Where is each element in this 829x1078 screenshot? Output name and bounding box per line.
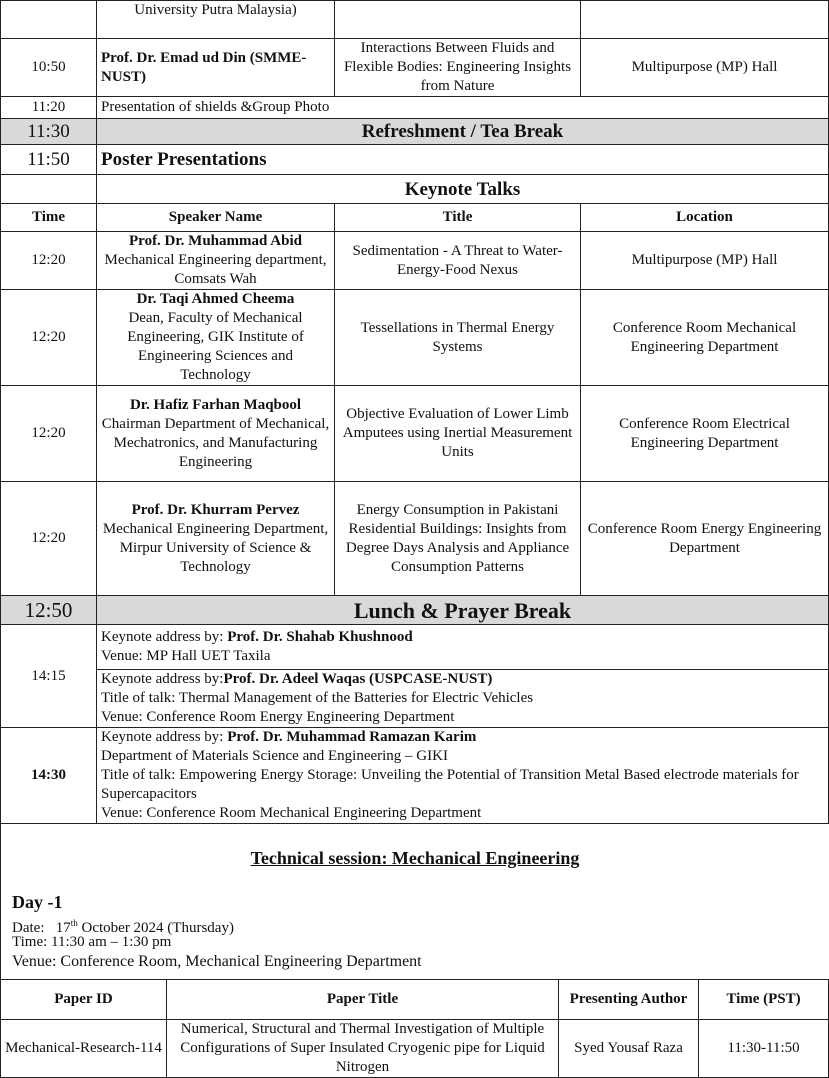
header-row	[1, 980, 829, 1020]
table-row	[1, 290, 829, 386]
keynote-address-cell	[97, 670, 829, 728]
keynote-address-cell	[97, 728, 829, 824]
table-row	[1, 1020, 829, 1078]
column-header: Title	[335, 204, 581, 232]
paper-id-cell: Mechanical-Research-114	[1, 1020, 167, 1078]
header-row	[1, 204, 829, 232]
time-cell: 10:50	[1, 39, 97, 97]
speaker-affiliation: Dean, Faculty of Mechanical Engineering, GIK Institute of Engineering Sciences and Technology	[127, 310, 304, 383]
break-label: Refreshment / Tea Break	[97, 119, 829, 145]
keynote-speaker: Prof. Dr. Shahab Khushnood	[227, 629, 413, 645]
table-row	[1, 97, 829, 119]
location-cell: Conference Room Electrical Engineering Department	[581, 386, 829, 482]
venue-text: Venue: MP Hall UET Taxila	[101, 648, 271, 664]
keynote-heading-row	[1, 175, 829, 204]
talk-title: Title of talk: Empowering Energy Storage: Unveiling the Potential of Transition Metal Based electrode materials for Supercapacitors	[101, 767, 799, 802]
location-cell	[581, 1, 829, 39]
keynote-speaker: Prof. Dr. Adeel Waqas (USPCASE-NUST)	[223, 671, 493, 687]
speaker-name: Prof. Dr. Khurram Pervez	[131, 501, 300, 518]
talk-title: Title of talk: Thermal Management of the Batteries for Electric Vehicles	[101, 690, 534, 706]
time-cell: 11:20	[1, 97, 97, 119]
table-row	[1, 39, 829, 97]
time-cell	[1, 1, 97, 39]
speaker-cell	[97, 290, 335, 386]
speaker-cell	[97, 232, 335, 290]
table-row	[1, 482, 829, 596]
day-label: Day -1	[12, 892, 63, 912]
address-prefix: Keynote address by:	[101, 729, 228, 745]
time-cell: 11:30-11:50	[699, 1020, 829, 1078]
time-cell: 14:15	[1, 625, 97, 728]
title-cell: Objective Evaluation of Lower Limb Amputees using Inertial Measurement Units	[335, 386, 581, 482]
location-cell: Conference Room Energy Engineering Department	[581, 482, 829, 596]
time-cell: 12:50	[1, 596, 97, 625]
speaker-cell: University Putra Malaysia)	[97, 1, 335, 39]
lunch-row	[1, 596, 829, 625]
table-row	[1, 145, 829, 175]
title-cell: Sedimentation - A Threat to Water-Energy-Food Nexus	[335, 232, 581, 290]
speaker-cell	[97, 482, 335, 596]
session-date: Date: 17th October 2024 (Thursday)	[12, 918, 234, 936]
table-row	[1, 670, 829, 728]
paper-title-cell: Numerical, Structural and Thermal Investigation of Multiple Configurations of Super Insulated Cryogenic pipe for Liquid Nitrogen	[167, 1020, 559, 1078]
address-prefix: Keynote address by:	[101, 629, 228, 645]
time-cell: 12:20	[1, 232, 97, 290]
technical-session-block	[0, 818, 829, 980]
table-row	[1, 1, 829, 39]
section-heading: Keynote Talks	[97, 175, 829, 204]
break-label: Lunch & Prayer Break	[97, 596, 829, 625]
speaker-affiliation: Mechanical Engineering Department, Mirpur University of Science & Technology	[102, 520, 329, 575]
column-header: Location	[581, 204, 829, 232]
event-cell: Poster Presentations	[97, 145, 829, 175]
table-row	[1, 625, 829, 670]
speaker-affiliation: Chairman Department of Mechanical, Mechatronics, and Manufacturing Engineering	[101, 415, 330, 470]
time-cell: 14:30	[1, 728, 97, 824]
speaker-cell	[97, 386, 335, 482]
speaker-name: Prof. Dr. Muhammad Abid	[129, 233, 302, 249]
time-cell: 11:30	[1, 119, 97, 145]
title-cell	[335, 1, 581, 39]
speaker-cell: Prof. Dr. Emad ud Din (SMME-NUST)	[97, 39, 335, 97]
column-header: Paper ID	[1, 980, 167, 1020]
location-cell: Conference Room Mechanical Engineering Department	[581, 290, 829, 386]
venue-text: Venue: Conference Room Energy Engineering Department	[101, 709, 455, 725]
department-text: Department of Materials Science and Engineering – GIKI	[101, 748, 448, 764]
event-cell: Presentation of shields &Group Photo	[97, 97, 829, 119]
address-prefix: Keynote address by:	[101, 671, 224, 687]
tea-break-row	[1, 119, 829, 145]
time-cell: 12:20	[1, 482, 97, 596]
table-row	[1, 232, 829, 290]
time-cell: 11:50	[1, 145, 97, 175]
title-cell: Energy Consumption in Pakistani Residential Buildings: Insights from Degree Days Analysis and Appliance Consumption Patterns	[335, 482, 581, 596]
session-title: Technical session: Mechanical Engineering	[250, 848, 580, 868]
author-cell: Syed Yousaf Raza	[559, 1020, 699, 1078]
table-row	[1, 728, 829, 824]
papers-table	[0, 979, 829, 1078]
column-header: Time (PST)	[699, 980, 829, 1020]
keynote-address-cell	[97, 625, 829, 670]
keynote-speaker: Prof. Dr. Muhammad Ramazan Karim	[227, 729, 477, 745]
location-cell: Multipurpose (MP) Hall	[581, 39, 829, 97]
time-cell: 12:20	[1, 290, 97, 386]
session-venue: Venue: Conference Room, Mechanical Engineering Department	[12, 953, 422, 970]
title-cell: Interactions Between Fluids and Flexible Bodies: Engineering Insights from Nature	[335, 39, 581, 97]
column-header: Speaker Name	[97, 204, 335, 232]
column-header: Paper Title	[167, 980, 559, 1020]
table-row	[1, 386, 829, 482]
speaker-affiliation: Mechanical Engineering department, Comsats Wah	[104, 252, 327, 287]
venue-text: Venue: Conference Room Mechanical Engineering Department	[101, 805, 482, 821]
column-header: Time	[1, 204, 97, 232]
location-cell: Multipurpose (MP) Hall	[581, 232, 829, 290]
session-time: Time: 11:30 am – 1:30 pm	[12, 934, 172, 950]
speaker-name: Dr. Taqi Ahmed Cheema	[136, 291, 295, 307]
column-header: Presenting Author	[559, 980, 699, 1020]
speaker-name: Dr. Hafiz Farhan Maqbool	[129, 396, 302, 413]
title-cell: Tessellations in Thermal Energy Systems	[335, 290, 581, 386]
time-cell: 12:20	[1, 386, 97, 482]
